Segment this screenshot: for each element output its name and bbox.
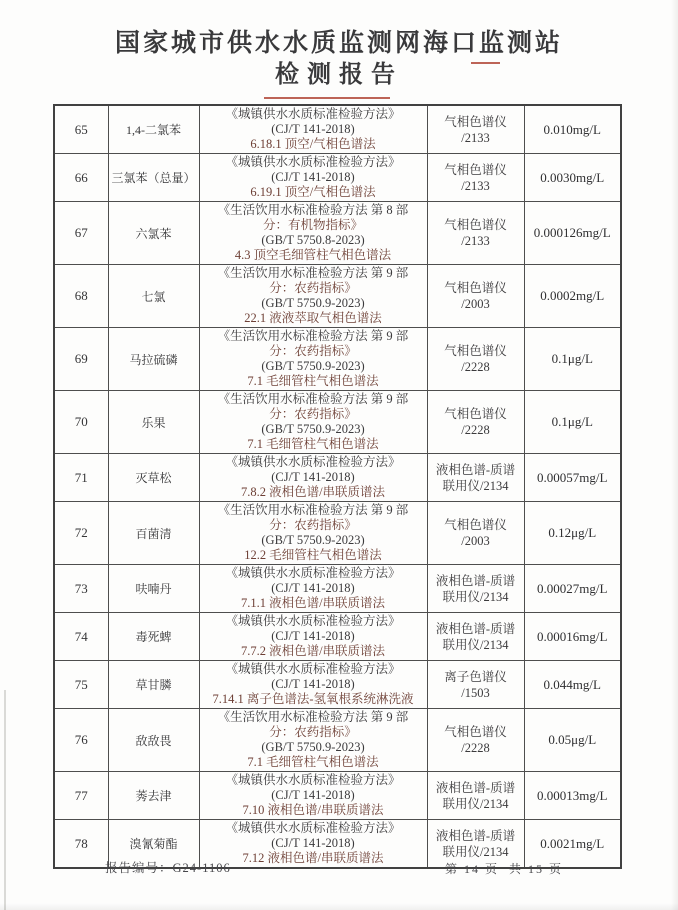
analyte-name-cell: 溴氰菊酯 bbox=[108, 820, 199, 869]
test-results-table bbox=[53, 104, 622, 869]
table-row bbox=[54, 772, 621, 820]
method-line: 《城镇供水水质标准检验方法》 bbox=[225, 773, 401, 787]
method-cell bbox=[199, 105, 427, 154]
detection-limit-cell: 0.0021mg/L bbox=[524, 820, 621, 869]
method-line: 《生活饮用水标准检验方法 第 9 部 bbox=[217, 392, 409, 406]
instrument-cell bbox=[427, 661, 524, 709]
table-row bbox=[54, 154, 621, 202]
method-line: 分：农药指标》 bbox=[269, 281, 357, 295]
analyte-name-cell: 草甘膦 bbox=[108, 661, 199, 709]
report-number-value: G24-1106 bbox=[172, 861, 231, 875]
instrument-cell bbox=[427, 105, 524, 154]
instrument-line: 液相色谱-质谱 bbox=[435, 462, 516, 477]
method-cell bbox=[199, 265, 427, 328]
table-row bbox=[54, 328, 621, 391]
method-line: 7.1 毛细管柱气相色谱法 bbox=[247, 437, 379, 451]
report-number-label: 报告编号： bbox=[105, 861, 173, 875]
method-line: 7.14.1 离子色谱法-氢氧根系统淋洗液 bbox=[212, 692, 414, 706]
method-cell bbox=[199, 202, 427, 265]
instrument-line: 联用仪/2134 bbox=[442, 589, 509, 604]
row-number-cell: 65 bbox=[54, 105, 108, 154]
instrument-line: /2003 bbox=[461, 534, 490, 548]
instrument-line: 气相色谱仪 bbox=[444, 518, 507, 532]
instrument-line: /2003 bbox=[461, 297, 490, 311]
method-line: 分：有机物指标》 bbox=[262, 218, 363, 232]
detection-limit-cell: 0.000126mg/L bbox=[524, 202, 621, 265]
table-row bbox=[54, 265, 621, 328]
instrument-line: 气相色谱仪 bbox=[444, 281, 507, 295]
instrument-line: /2228 bbox=[461, 741, 490, 755]
analyte-name-cell: 敌敌畏 bbox=[108, 709, 199, 772]
table-row bbox=[54, 391, 621, 454]
page-indicator: 第 14 页 共 15 页 bbox=[445, 862, 564, 876]
instrument-cell bbox=[427, 265, 524, 328]
row-number-cell: 68 bbox=[54, 265, 108, 328]
method-cell bbox=[199, 154, 427, 202]
instrument-cell bbox=[427, 772, 524, 820]
row-number-cell: 67 bbox=[54, 202, 108, 265]
row-number-cell: 78 bbox=[54, 820, 108, 869]
method-cell bbox=[199, 772, 427, 820]
instrument-cell bbox=[427, 613, 524, 661]
method-line: 《城镇供水水质标准检验方法》 bbox=[225, 155, 401, 169]
method-cell bbox=[199, 391, 427, 454]
method-line: 分：农药指标》 bbox=[269, 518, 357, 532]
method-line: 6.19.1 顶空/气相色谱法 bbox=[250, 185, 376, 199]
method-line: 7.1 毛细管柱气相色谱法 bbox=[247, 374, 379, 388]
method-cell bbox=[199, 454, 427, 502]
method-line: (CJ/T 141-2018) bbox=[271, 677, 355, 691]
method-line: (CJ/T 141-2018) bbox=[271, 581, 355, 595]
row-number-cell: 75 bbox=[54, 661, 108, 709]
method-line: 7.7.2 液相色谱/串联质谱法 bbox=[240, 644, 386, 658]
instrument-line: /2133 bbox=[461, 234, 490, 248]
instrument-line: 离子色谱仪 bbox=[444, 669, 507, 684]
row-number-cell: 76 bbox=[54, 709, 108, 772]
method-line: 《城镇供水水质标准检验方法》 bbox=[225, 566, 401, 580]
report-number bbox=[105, 858, 231, 876]
analyte-name-cell: 百菌清 bbox=[108, 502, 199, 565]
method-line: (GB/T 5750.9-2023) bbox=[261, 533, 365, 547]
detection-limit-cell: 0.1μg/L bbox=[524, 391, 621, 454]
method-line: 7.10 液相色谱/串联质谱法 bbox=[242, 803, 384, 817]
method-line: (CJ/T 141-2018) bbox=[271, 170, 355, 184]
report-title-line2: 检测报告 bbox=[275, 62, 403, 88]
table-row bbox=[54, 709, 621, 772]
row-number-cell: 69 bbox=[54, 328, 108, 391]
table-row bbox=[54, 454, 621, 502]
instrument-cell bbox=[427, 391, 524, 454]
instrument-line: /2228 bbox=[461, 360, 490, 374]
instrument-line: 联用仪/2134 bbox=[442, 844, 509, 859]
detection-limit-cell: 0.00057mg/L bbox=[524, 454, 621, 502]
analyte-name-cell: 莠去津 bbox=[108, 772, 199, 820]
instrument-line: 气相色谱仪 bbox=[444, 162, 507, 177]
detection-limit-cell: 0.044mg/L bbox=[524, 661, 621, 709]
table-row bbox=[54, 105, 621, 154]
method-line: 《生活饮用水标准检验方法 第 8 部 bbox=[217, 203, 409, 217]
method-cell bbox=[199, 661, 427, 709]
method-line: (GB/T 5750.9-2023) bbox=[261, 296, 365, 310]
row-number-cell: 73 bbox=[54, 565, 108, 613]
instrument-cell bbox=[427, 709, 524, 772]
table-row bbox=[54, 565, 621, 613]
instrument-line: 液相色谱-质谱 bbox=[435, 828, 516, 843]
analyte-name-cell: 乐果 bbox=[108, 391, 199, 454]
instrument-line: 液相色谱-质谱 bbox=[435, 780, 516, 795]
analyte-name-cell: 七氯 bbox=[108, 265, 199, 328]
instrument-line: 联用仪/2134 bbox=[442, 796, 509, 811]
instrument-line: 液相色谱-质谱 bbox=[435, 621, 516, 636]
method-line: 《城镇供水水质标准检验方法》 bbox=[225, 821, 401, 835]
method-cell bbox=[199, 502, 427, 565]
instrument-cell bbox=[427, 202, 524, 265]
method-cell bbox=[199, 328, 427, 391]
method-line: (CJ/T 141-2018) bbox=[271, 836, 355, 850]
row-number-cell: 71 bbox=[54, 454, 108, 502]
report-header bbox=[0, 0, 678, 91]
instrument-cell bbox=[427, 454, 524, 502]
analyte-name-cell: 三氯苯（总量） bbox=[108, 154, 199, 202]
method-line: 4.3 顶空毛细管柱气相色谱法 bbox=[234, 248, 392, 262]
instrument-line: /2133 bbox=[461, 178, 490, 193]
method-line: (CJ/T 141-2018) bbox=[271, 122, 355, 136]
instrument-line: 气相色谱仪 bbox=[444, 725, 507, 739]
method-line: (GB/T 5750.8-2023) bbox=[261, 233, 365, 247]
row-number-cell: 74 bbox=[54, 613, 108, 661]
method-line: 《城镇供水水质标准检验方法》 bbox=[225, 614, 401, 628]
table-row bbox=[54, 502, 621, 565]
detection-limit-cell: 0.12μg/L bbox=[524, 502, 621, 565]
instrument-line: /2228 bbox=[461, 423, 490, 437]
instrument-line: /1503 bbox=[461, 685, 490, 700]
row-number-cell: 77 bbox=[54, 772, 108, 820]
table-row bbox=[54, 613, 621, 661]
detection-limit-cell: 0.00013mg/L bbox=[524, 772, 621, 820]
method-line: 《生活饮用水标准检验方法 第 9 部 bbox=[217, 329, 409, 343]
row-number-cell: 72 bbox=[54, 502, 108, 565]
method-cell bbox=[199, 709, 427, 772]
analyte-name-cell: 灭草松 bbox=[108, 454, 199, 502]
report-title-line1: 国家城市供水水质监测网海口监测站 bbox=[114, 30, 563, 57]
method-line: 分：农药指标》 bbox=[269, 407, 357, 421]
method-line: 《生活饮用水标准检验方法 第 9 部 bbox=[217, 710, 409, 724]
report-table-body bbox=[54, 105, 621, 868]
analyte-name-cell: 呋喃丹 bbox=[108, 565, 199, 613]
instrument-line: 联用仪/2134 bbox=[442, 637, 509, 652]
analyte-name-cell: 毒死蜱 bbox=[108, 613, 199, 661]
method-line: (CJ/T 141-2018) bbox=[271, 788, 355, 802]
method-line: 7.8.2 液相色谱/串联质谱法 bbox=[240, 485, 386, 499]
analyte-name-cell: 六氯苯 bbox=[108, 202, 199, 265]
detection-limit-cell: 0.05μg/L bbox=[524, 709, 621, 772]
scan-edge-artifact bbox=[0, 903, 678, 910]
red-underline-mark bbox=[471, 62, 500, 64]
instrument-cell bbox=[427, 502, 524, 565]
analyte-name-cell: 马拉硫磷 bbox=[108, 328, 199, 391]
method-line: (GB/T 5750.9-2023) bbox=[261, 359, 365, 373]
method-line: 《城镇供水水质标准检验方法》 bbox=[225, 662, 401, 676]
method-line: (CJ/T 141-2018) bbox=[271, 470, 355, 484]
method-cell bbox=[199, 613, 427, 661]
instrument-cell bbox=[427, 565, 524, 613]
method-line: 6.18.1 顶空/气相色谱法 bbox=[250, 137, 376, 151]
instrument-line: 气相色谱仪 bbox=[444, 407, 507, 421]
detection-limit-cell: 0.1μg/L bbox=[524, 328, 621, 391]
red-underline-mark bbox=[264, 97, 390, 99]
instrument-line: /2133 bbox=[461, 130, 490, 145]
detection-limit-cell: 0.0030mg/L bbox=[524, 154, 621, 202]
method-line: 《城镇供水水质标准检验方法》 bbox=[225, 107, 401, 121]
method-cell bbox=[199, 820, 427, 869]
method-line: 《城镇供水水质标准检验方法》 bbox=[225, 455, 401, 469]
method-line: (CJ/T 141-2018) bbox=[271, 629, 355, 643]
method-line: 7.12 液相色谱/串联质谱法 bbox=[242, 851, 384, 865]
detection-limit-cell: 0.00016mg/L bbox=[524, 613, 621, 661]
row-number-cell: 66 bbox=[54, 154, 108, 202]
scan-edge-artifact bbox=[4, 690, 6, 910]
method-line: 分：农药指标》 bbox=[269, 344, 357, 358]
table-row bbox=[54, 202, 621, 265]
instrument-line: 气相色谱仪 bbox=[444, 344, 507, 358]
detection-limit-cell: 0.0002mg/L bbox=[524, 265, 621, 328]
detection-limit-cell: 0.00027mg/L bbox=[524, 565, 621, 613]
method-line: (GB/T 5750.9-2023) bbox=[261, 422, 365, 436]
instrument-line: 液相色谱-质谱 bbox=[435, 573, 516, 588]
method-line: 《生活饮用水标准检验方法 第 9 部 bbox=[217, 266, 409, 280]
instrument-line: 气相色谱仪 bbox=[444, 114, 507, 129]
method-cell bbox=[199, 565, 427, 613]
table-row bbox=[54, 661, 621, 709]
instrument-line: 联用仪/2134 bbox=[442, 478, 509, 493]
method-line: 12.2 毛细管柱气相色谱法 bbox=[244, 548, 382, 562]
method-line: 7.1.1 液相色谱/串联质谱法 bbox=[240, 596, 386, 610]
row-number-cell: 70 bbox=[54, 391, 108, 454]
method-line: 7.1 毛细管柱气相色谱法 bbox=[247, 755, 379, 769]
detection-limit-cell: 0.010mg/L bbox=[524, 105, 621, 154]
method-line: (GB/T 5750.9-2023) bbox=[261, 740, 365, 754]
scan-edge-artifact bbox=[671, 0, 678, 910]
instrument-line: 气相色谱仪 bbox=[444, 218, 507, 232]
method-line: 《生活饮用水标准检验方法 第 9 部 bbox=[217, 503, 409, 517]
instrument-cell bbox=[427, 154, 524, 202]
method-line: 22.1 液液萃取气相色谱法 bbox=[244, 311, 382, 325]
analyte-name-cell: 1,4-二氯苯 bbox=[108, 105, 199, 154]
method-line: 分：农药指标》 bbox=[269, 725, 357, 739]
instrument-cell bbox=[427, 328, 524, 391]
